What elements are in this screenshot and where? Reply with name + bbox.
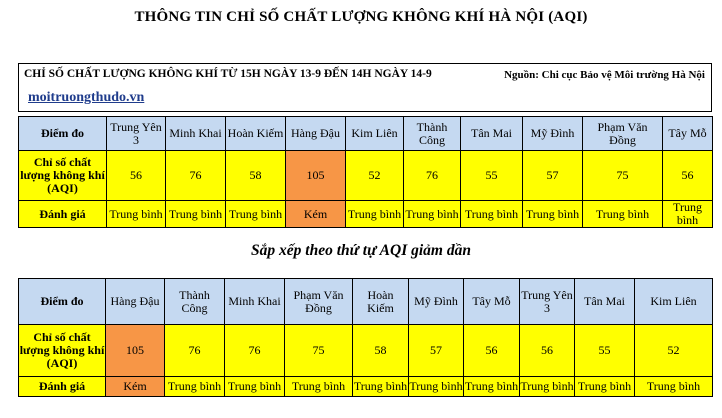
aqi-rating: Trung bình [635,377,713,397]
aqi-value: 76 [225,325,285,377]
data-source: Nguồn: Chi cục Bảo vệ Môi trường Hà Nội [504,69,705,81]
station-name: Tân Mai [461,117,523,151]
aqi-value: 57 [409,325,464,377]
aqi-table [18,116,713,228]
station-name: Phạm Văn Đồng [583,117,663,151]
station-name: Mỹ Đình [523,117,583,151]
station-name: Hoàn Kiếm [353,279,409,325]
aqi-value: 75 [583,151,663,201]
aqi-rating: Trung bình [166,201,226,228]
aqi-rating: Trung bình [107,201,166,228]
aqi-value: 76 [165,325,225,377]
station-name: Tây Mỗ [464,279,520,325]
aqi-rating: Trung bình [404,201,461,228]
page-title: THÔNG TIN CHỈ SỐ CHẤT LƯỢNG KHÔNG KHÍ HÀ NỘI (AQI) [134,9,588,25]
sorted-section-title: Sắp xếp theo thứ tự AQI giảm dần [251,242,471,259]
aqi-rating: Trung bình [225,377,285,397]
station-name: Tây Mỗ [663,117,713,151]
aqi-value: 76 [166,151,226,201]
aqi-rating: Trung bình [165,377,225,397]
aqi-value: 56 [107,151,166,201]
station-row-label: Điểm đo [19,117,107,151]
rating-row-label: Đánh giá [19,377,106,397]
website-link[interactable]: moitruongthudo.vn [28,90,145,105]
rating-row-label: Đánh giá [19,201,107,228]
station-name: Thành Công [165,279,225,325]
station-name: Trung Yên 3 [520,279,575,325]
aqi-rating: Trung bình [575,377,635,397]
station-row-label: Điểm đo [19,279,106,325]
station-name: Trung Yên 3 [107,117,166,151]
aqi-row [19,151,713,201]
info-box [18,63,712,112]
station-name: Phạm Văn Đồng [285,279,353,325]
station-name: Kim Liên [346,117,404,151]
aqi-value: 55 [461,151,523,201]
aqi-value: 105 [106,325,165,377]
aqi-rating: Trung bình [520,377,575,397]
aqi-value: 56 [520,325,575,377]
aqi-value: 52 [635,325,713,377]
sorted-aqi-table [18,278,713,397]
aqi-value: 58 [226,151,286,201]
station-name: Hàng Đậu [106,279,165,325]
aqi-row-label: Chỉ số chất lượng không khí (AQI) [19,151,107,201]
station-header-row [19,117,713,151]
aqi-rating: Trung bình [464,377,520,397]
measurement-period: CHỈ SỐ CHẤT LƯỢNG KHÔNG KHÍ TỪ 15H NGÀY 13-9 ĐẾN 14H NGÀY 14-9 [24,68,432,80]
aqi-value: 57 [523,151,583,201]
aqi-rating: Trung bình [409,377,464,397]
aqi-rating: Trung bình [583,201,663,228]
aqi-value: 55 [575,325,635,377]
aqi-value: 52 [346,151,404,201]
station-name: Mỹ Đình [409,279,464,325]
aqi-value: 56 [464,325,520,377]
station-name: Hàng Đậu [286,117,346,151]
aqi-rating: Trung bình [353,377,409,397]
aqi-row-label: Chỉ số chất lượng không khí (AQI) [19,325,106,377]
aqi-rating: Trung bình [285,377,353,397]
aqi-rating: Trung bình [346,201,404,228]
station-header-row [19,279,713,325]
aqi-rating: Kém [286,201,346,228]
aqi-value: 56 [663,151,713,201]
station-name: Minh Khai [166,117,226,151]
rating-row [19,377,713,397]
aqi-rating: Trung bình [461,201,523,228]
aqi-value: 58 [353,325,409,377]
aqi-rating: Trung bình [663,201,713,228]
station-name: Thành Công [404,117,461,151]
aqi-row [19,325,713,377]
aqi-rating: Trung bình [523,201,583,228]
aqi-value: 76 [404,151,461,201]
aqi-rating: Kém [106,377,165,397]
aqi-value: 105 [286,151,346,201]
station-name: Minh Khai [225,279,285,325]
aqi-rating: Trung bình [226,201,286,228]
station-name: Hoàn Kiếm [226,117,286,151]
station-name: Kim Liên [635,279,713,325]
aqi-value: 75 [285,325,353,377]
rating-row [19,201,713,228]
station-name: Tân Mai [575,279,635,325]
